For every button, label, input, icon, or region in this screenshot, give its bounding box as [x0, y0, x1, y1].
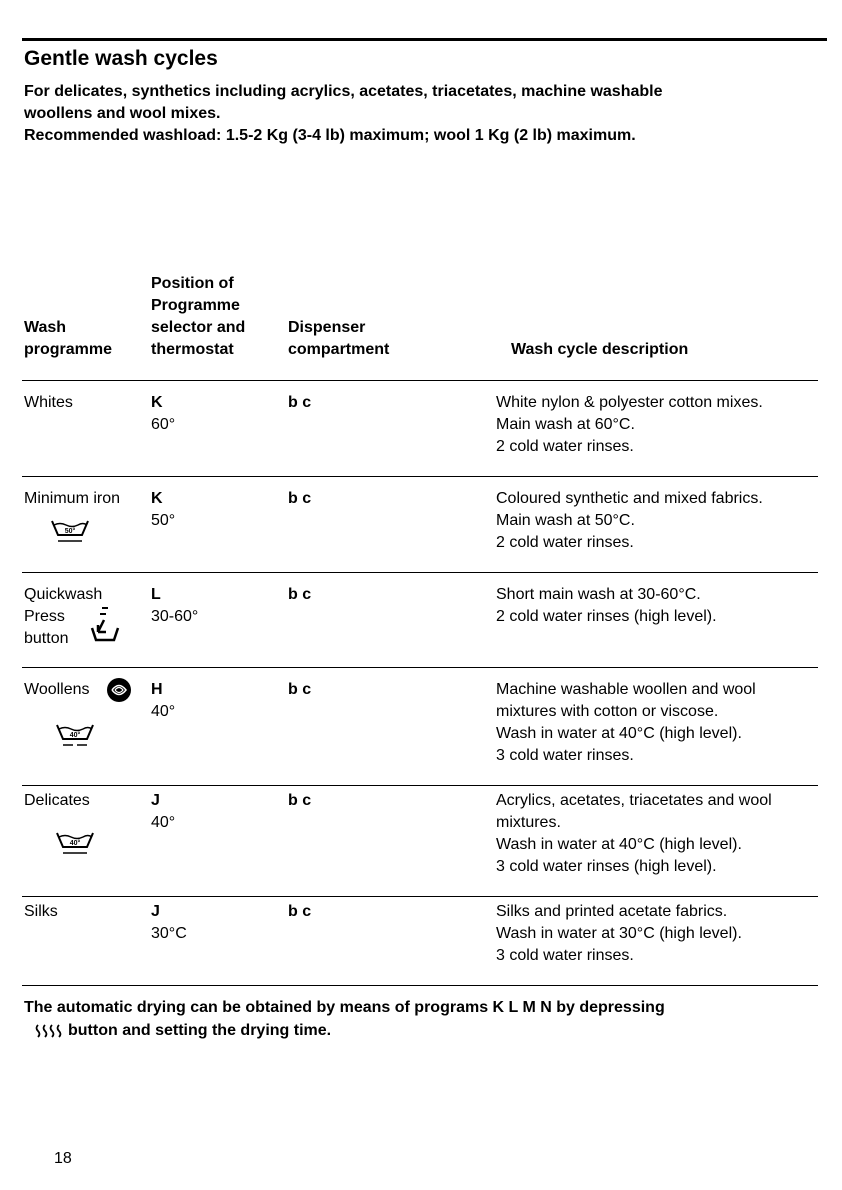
drying-note	[24, 996, 665, 1042]
intro-line: For delicates, synthetics including acrylics, acetates, triacetates, machine washable	[24, 83, 663, 100]
quickwash-button-icon	[86, 606, 122, 646]
thermostat-temp: 30-60°	[151, 608, 199, 625]
selector-position: K	[151, 490, 163, 507]
programme-name: Delicates	[24, 792, 90, 809]
top-rule	[22, 38, 827, 41]
selector-position: J	[151, 792, 160, 809]
cycle-description: Acrylics, acetates, triacetates and wool mixtures. Wash in water at 40°C (high level). 3 cold water rinses (high level).	[496, 792, 772, 875]
cycle-description: Short main wash at 30-60°C. 2 cold water rinses (high level).	[496, 586, 717, 625]
cycle-description: Machine washable woollen and wool mixtures with cotton or viscose. Wash in water at 40°C (high level). 3 cold water rinses.	[496, 681, 756, 764]
header-description: Wash cycle description	[511, 341, 689, 358]
thermostat-temp: 40°	[151, 703, 176, 720]
row-divider	[22, 896, 818, 897]
dispenser-compartment: b c	[288, 394, 312, 411]
thermostat-temp: 50°	[151, 512, 176, 529]
section-title: Gentle wash cycles	[24, 47, 218, 70]
row-divider	[22, 785, 818, 786]
selector-position: J	[151, 903, 160, 920]
row-divider	[22, 476, 818, 477]
note-line: The automatic drying can be obtained by means of programs K L M N by depressing	[24, 999, 665, 1016]
header-position: Position of Programme selector and thermostat	[151, 275, 246, 358]
header-dispenser: Dispenser compartment	[288, 319, 390, 358]
programme-name: Woollens	[24, 681, 90, 698]
cycle-description: Coloured synthetic and mixed fabrics. Main wash at 50°C. 2 cold water rinses.	[496, 490, 763, 551]
row-divider	[22, 572, 818, 573]
selector-position: H	[151, 681, 163, 698]
note-line: button and setting the drying time.	[24, 1019, 665, 1042]
header-wash-programme: Wash programme	[24, 319, 113, 358]
tub-label: 40°	[69, 840, 81, 847]
dispenser-compartment: b c	[288, 903, 312, 920]
wash-tub-40-icon	[55, 830, 97, 858]
dispenser-compartment: b c	[288, 681, 312, 698]
drying-symbol-icon	[34, 1023, 64, 1039]
programme-name: Minimum iron	[24, 490, 121, 507]
cycle-description: White nylon & polyester cotton mixes. Main wash at 60°C. 2 cold water rinses.	[496, 394, 763, 455]
programme-name: Whites	[24, 394, 73, 411]
dispenser-compartment: b c	[288, 792, 312, 809]
tub-label: 40°	[69, 732, 81, 739]
dispenser-compartment: b c	[288, 586, 312, 603]
programme-name: Quickwash Press button	[24, 586, 103, 647]
tub-label: 50°	[64, 528, 76, 535]
wool-mark-icon	[104, 675, 134, 705]
thermostat-temp: 60°	[151, 416, 176, 433]
section-intro	[24, 81, 814, 147]
wash-tub-50-icon	[50, 518, 92, 546]
wash-tub-40-icon	[55, 722, 97, 756]
intro-line: Recommended washload: 1.5-2 Kg (3-4 lb) maximum; wool 1 Kg (2 lb) maximum.	[24, 127, 636, 144]
programme-name: Silks	[24, 903, 58, 920]
thermostat-temp: 40°	[151, 814, 176, 831]
cycle-description: Silks and printed acetate fabrics. Wash in water at 30°C (high level). 3 cold water rinses.	[496, 903, 742, 964]
intro-line: woollens and wool mixes.	[24, 105, 221, 122]
row-divider	[22, 985, 818, 986]
page-number: 18	[54, 1150, 72, 1167]
dispenser-compartment: b c	[288, 490, 312, 507]
thermostat-temp: 30°C	[151, 925, 187, 942]
row-divider	[22, 667, 818, 668]
row-divider	[22, 380, 818, 381]
selector-position: K	[151, 394, 163, 411]
selector-position: L	[151, 586, 161, 603]
